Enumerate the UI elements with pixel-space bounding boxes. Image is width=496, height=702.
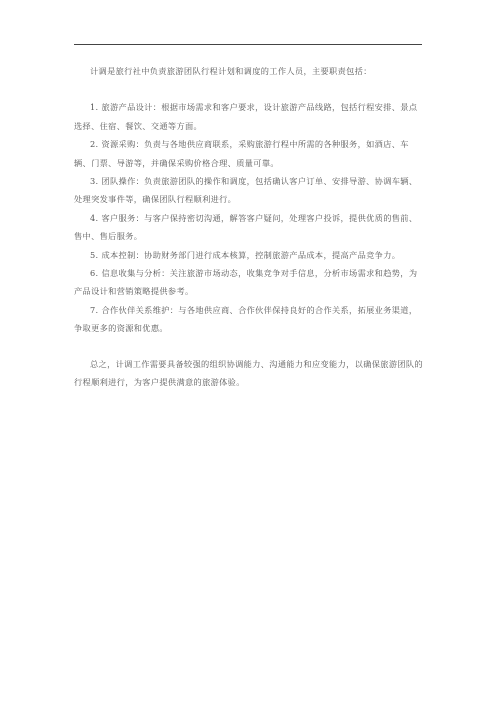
list-item: 4. 客户服务：与客户保持密切沟通，解答客户疑问，处理客户投诉，提供优质的售前、售中、售后服务。 <box>74 212 418 242</box>
responsibility-list <box>74 98 424 337</box>
intro-paragraph: 计调是旅行社中负责旅游团队行程计划和调度的工作人员，主要职责包括： <box>90 66 372 76</box>
header-rule <box>74 44 422 45</box>
list-item: 2. 资源采购：负责与各地供应商联系，采购旅游行程中所需的各种服务，如酒店、车辆、门票、导游等，并确保采购价格合理、质量可靠。 <box>74 139 409 168</box>
conclusion-paragraph: 总之，计调工作需要具备较强的组织协调能力、沟通能力和应变能力，以确保旅游团队的行程顺利进行，为客户提供满意的旅游体验。 <box>74 358 423 388</box>
list-item: 7. 合作伙伴关系维护：与各地供应商、合作伙伴保持良好的合作关系，拓展业务渠道，争取更多的资源和优惠。 <box>74 304 418 334</box>
list-item: 6. 信息收集与分析：关注旅游市场动态，收集竞争对手信息，分析市场需求和趋势，为产品设计和营销策略提供参考。 <box>74 268 418 297</box>
list-item: 3. 团队操作：负责旅游团队的操作和调度，包括确认客户订单、安排导游、协调车辆、处理突发事件等，确保团队行程顺利进行。 <box>74 176 418 205</box>
list-item: 5. 成本控制：协助财务部门进行成本核算，控制旅游产品成本，提高产品竞争力。 <box>90 249 401 260</box>
list-item: 1. 旅游产品设计：根据市场需求和客户要求，设计旅游产品线路，包括行程安排、景点选择、住宿、餐饮、交通等方面。 <box>74 102 418 131</box>
document-body <box>74 62 424 392</box>
